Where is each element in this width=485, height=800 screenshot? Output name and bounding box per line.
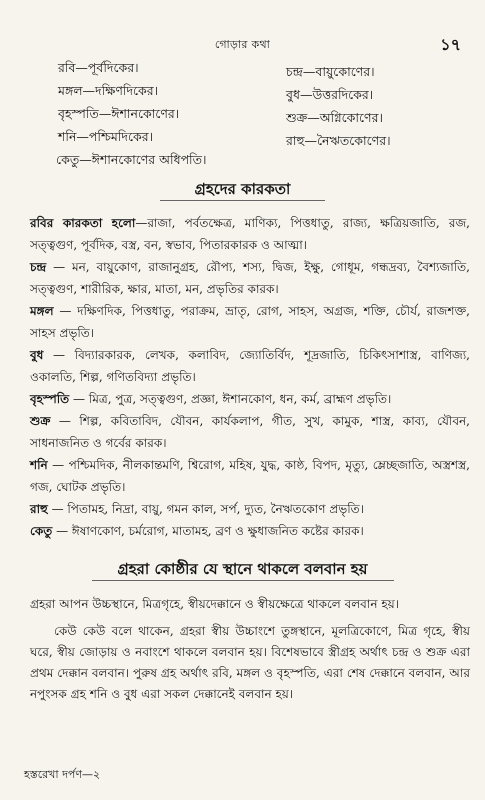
karaka-entry: রাহু — পিতামহ, নিদ্রা, বায়ু, গমন কাল, সর্প, দ্যুত, নৈঋতকোণ প্রভৃতি। [30,502,364,516]
karaka-entry: শনি — পশ্চিমদিক, নীলকান্তমণি, শ্বিরোগ, মহিষ, যুদ্ধ, কাষ্ঠ, বিপদ, মৃত্যু, ম্লেচ্ছজাতি, অস্ত্রশস্ত্র, গজ, ঘোটক প্রভৃতি। [30,458,470,494]
planet-direction-item: বৃহস্পতি—ঈশানকোণের। [58,106,180,121]
heading-underline [160,200,325,201]
section-heading-karaka: গ্রহদের কারকতা [194,180,291,198]
section-heading-strength: গ্রহরা কোষ্ঠীর যে স্থানে থাকলে বলবান হয় [117,560,368,578]
paragraph: গ্রহরা আপন উচ্চস্থানে, মিত্রগৃহে, স্বীয়দেক্কানে ও স্বীয়ক্ষেত্রে থাকলে বলবান হয়। [30,597,399,611]
karaka-entry: শুক্র — শিল্প, কবিতাবিদ, যৌবন, কার্যকলাপ, গীত, সুখ, কামুক, শাস্ত্র, কাব্য, যৌবন, সাধনাজনিত ও গর্বের কারক। [30,414,470,450]
karaka-entry: কেতু — ঈষাণকোণ, চর্মরোগ, মাতামহ, ব্রণ ও ক্ষুধাজনিত কষ্টের কারক। [30,524,364,538]
planet-direction-item: বুধ—উত্তরদিকের। [286,87,374,102]
running-title: গোড়ার কথা [214,38,271,51]
karaka-entry: চন্দ্র — মন, বায়ুকোণ, রাজানুগ্রহ, রৌপ্য, শস্য, দ্বিজ, ইক্ষু, গোধূম, গন্ধদ্রব্য, বৈশ্যজাতি, সত্ত্বগুণ, শারীরিক, ক্ষার, মাতা, মন, প্রভৃতির কারক। [30,260,470,296]
karaka-entry: বৃহস্পতি — মিত্র, পুত্র, সত্ত্বগুণ, প্রজ্ঞা, ঈশানকোণ, ধন, কর্ম, ব্রাহ্মণ প্রভৃতি। [30,392,392,406]
karaka-list [30,212,470,542]
heading-underline [92,580,394,581]
karaka-entry: রবির কারকতা হলো—রাজা, পর্বতক্ষেত্র, মাণিক্য, পিত্তধাতু, রাজ্য, ক্ষত্রিয়জাতি, রজ, সত্ত্বগুণ, পূর্বদিক, বস্ত্র, বন, স্বভাব, পিতারকারক ও আত্মা। [30,216,470,252]
planet-direction-item: রবি—পূর্বদিকের। [58,60,139,75]
page-number: ১৭ [440,35,461,54]
footer-book-title: হস্তরেখা দর্পণ—২ [24,768,101,781]
planet-direction-item: রাহু—নৈঋতকোণের। [286,133,391,148]
karaka-entry: মঙ্গল — দক্ষিণদিক, পিত্তধাতু, পরাক্রম, ভ্রাতৃ, রোগ, সাহস, অগ্রজ, শক্তি, চৌর্য, রাজশক্ত, সাহস প্রভৃতি। [30,304,470,340]
planet-direction-item: কেতু—ঈশানকোণের অধিপতি। [56,152,207,167]
planet-direction-item: শুক্র—অগ্নিকোণের। [286,110,383,125]
paragraph: কেউ কেউ বলে থাকেন, গ্রহরা স্বীয় উচ্চাংশে তুঙ্গস্থানে, মূলত্রিকোণে, মিত্র গৃহে, স্বীয় ঘরে, স্বীয় জোড়ায় ও নবাংশে থাকলে বলবান হয়। বিশেষভাবে স্ত্রীগ্রহ অর্থাৎ চন্দ্র ও শুক্র এরা প্রথম দেক্কান বলবান। পুরুষ গ্রহ অর্থাৎ রবি, মঙ্গল ও বৃহস্পতি, এরা শেষ দেক্কানে বলবান, আর নপুংসক গ্রহ শনি ও বুধ এরা সকল দেক্কানেই বলবান হয়। [30,624,470,701]
planet-direction-item: শনি—পশ্চিমদিকের। [58,129,154,144]
planet-direction-item: মঙ্গল—দক্ষিণদিকের। [58,83,159,98]
strength-text [30,594,470,705]
planet-direction-item: চন্দ্র—বায়ুকোণের। [286,64,375,79]
karaka-entry: বুধ — বিদ্যারকারক, লেখক, কলাবিদ, জ্যোতির্বিদ, শূদ্রজাতি, চিকিৎসাশাস্ত্র, বাণিজ্য, ওকালতি, শিল্প, গণিতবিদ্যা প্রভৃতি। [30,348,470,384]
